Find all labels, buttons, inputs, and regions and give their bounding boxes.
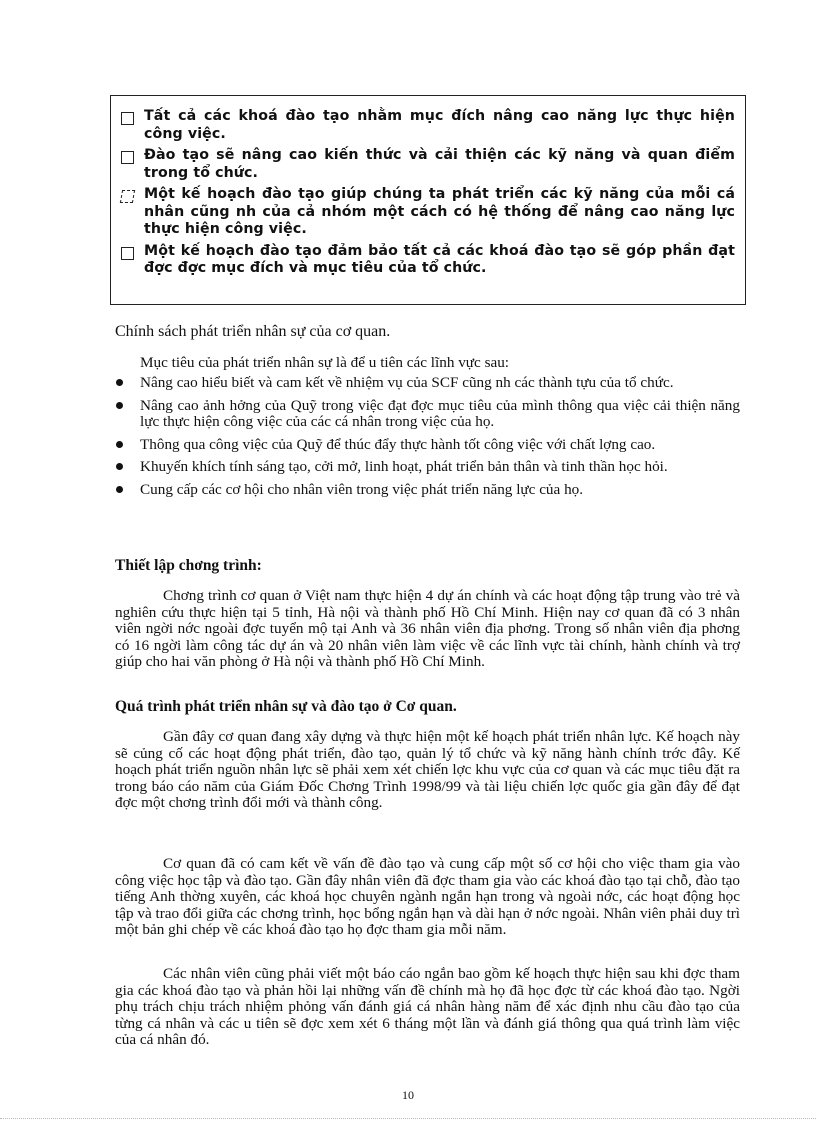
bullet-icon: [116, 402, 123, 409]
box-item-1: [121, 108, 735, 143]
policy-intro: Mục tiêu của phát triển nhân sự là để u tiên các lĩnh vực sau:: [140, 354, 510, 371]
bullet-icon: [116, 441, 123, 448]
list-item: [115, 398, 740, 431]
footer-divider: [0, 1118, 816, 1119]
bullet-icon: [116, 486, 123, 493]
section-heading-training: Quá trình phát triển nhân sự và đào tạo ở Cơ quan.: [115, 698, 457, 715]
list-item: [115, 437, 740, 454]
list-item: [115, 482, 740, 499]
box-item-text: Một kế hoạch đào tạo giúp chúng ta phát triển các kỹ năng của mỗi cá nhân cũng nh của cả nhóm một cách có hệ thống để nâng cao năng lực thực hiện công việc.: [144, 186, 735, 237]
checkbox-icon: [121, 151, 134, 164]
box-item-2: [121, 147, 735, 182]
box-item-3: [121, 186, 735, 239]
box-item-text: Đào tạo sẽ nâng cao kiến thức và cải thiện các kỹ năng và quan điểm trong tổ chức.: [144, 147, 735, 181]
list-item: [115, 375, 740, 392]
section-heading-program: Thiết lập chơng trình:: [115, 557, 262, 574]
page-number: 10: [402, 1088, 414, 1102]
list-item-text: Nâng cao hiểu biết và cam kết về nhiệm vụ của SCF cũng nh các thành tựu của tổ chức.: [140, 374, 674, 391]
checkbox-icon: [121, 112, 134, 125]
list-item: [115, 459, 740, 476]
training-paragraph-1: Gần đây cơ quan đang xây dựng và thực hiện một kế hoạch phát triển nhân lực. Kế hoạch này sẽ củng cố các hoạt động phát triển, đào tạo, quản lý tổ chức và kỹ năng hành chính trớc đây. Kế hoạch phát triển nguồn nhân lực sẽ phải xem xét chiến lợc khu vực của cơ quan và các mục tiêu đặt ra trong báo cáo năm của Giám Đốc Chơng Trình 1998/99 và tài liệu chiến lợc quốc gia gần đây để đạt đợc một chơng trình đổi mới và thành công.: [115, 728, 740, 811]
box-item-4: [121, 243, 735, 278]
training-paragraph-2: Cơ quan đã có cam kết về vấn đề đào tạo và cung cấp một số cơ hội cho việc tham gia vào công việc học tập và đào tạo. Gần đây nhân viên đã đợc tham gia vào các khoá đào tạo tại chỗ, đào tạo tiếng Anh thờng xuyên, các khoá học chuyên ngành ngắn hạn trong và ngoài nớc, các hoạt động học tập và trao đổi giữa các chơng trình, học bổng ngắn hạn và dài hạn ở nớc ngoài. Nhân viên phải duy trì một bản ghi chép về các khoá đào tạo họ đợc tham gia mỗi năm.: [115, 855, 740, 938]
checkbox-icon: [120, 190, 135, 203]
training-paragraph-3: Các nhân viên cũng phải viết một báo cáo ngắn bao gồm kế hoạch thực hiện sau khi đợc tham gia các khoá đào tạo và phản hồi lại những vấn đề chính mà họ đã học đợc từ các khoá đào tạo. Ngời phụ trách chịu trách nhiệm phỏng vấn đánh giá cá nhân hàng năm để xác định nhu cầu đào tạo của từng cá nhân và các u tiên sẽ đợc xem xét 6 tháng một lần và đánh giá thông qua quá trình làm việc của cá nhân đó.: [115, 965, 740, 1048]
list-item-text: Cung cấp các cơ hội cho nhân viên trong việc phát triển năng lực của họ.: [140, 480, 584, 498]
checkbox-icon: [121, 247, 134, 260]
summary-box: [110, 95, 746, 305]
list-item-text: Nâng cao ảnh hởng của Quỹ trong việc đạt đợc mục tiêu của mình thông qua việc cải thiện năng lực thực hiện công việc của các cá nhân trong việc của họ.: [140, 396, 740, 430]
section-heading-policy: Chính sách phát triển nhân sự của cơ quan.: [115, 323, 391, 340]
bullet-icon: [116, 463, 123, 470]
box-item-text: Tất cả các khoá đào tạo nhằm mục đích nâng cao năng lực thực hiện công việc.: [144, 108, 735, 142]
policy-bullet-list: [115, 375, 740, 504]
program-paragraph: Chơng trình cơ quan ở Việt nam thực hiện 4 dự án chính và các hoạt động tập trung vào trẻ và nghiên cứu thực hiện tại 5 tỉnh, Hà nội và thành phố Hồ Chí Minh. Hiện nay cơ quan đã có 3 nhân viên ngời nớc ngoài đợc tuyển mộ tại Anh và 36 nhân viên địa phơng. Trong số nhân viên địa phơng có 16 ngời làm công tác dự án và 20 nhân viên làm việc về các lĩnh vực tài chính, hành chính và trợ giúp cho hai văn phòng ở Hà nội và thành phố Hồ Chí Minh.: [115, 587, 740, 670]
box-item-text: Một kế hoạch đào tạo đảm bảo tất cả các khoá đào tạo sẽ góp phần đạt đợc đợc mục đích và mục tiêu của tổ chức.: [144, 242, 735, 276]
bullet-icon: [116, 379, 123, 386]
list-item-text: Thông qua công việc của Quỹ để thúc đẩy thực hành tốt công việc với chất lợng cao.: [140, 435, 656, 453]
list-item-text: Khuyến khích tính sáng tạo, cởi mở, linh hoạt, phát triển bản thân và tinh thần học hỏi.: [140, 458, 668, 475]
